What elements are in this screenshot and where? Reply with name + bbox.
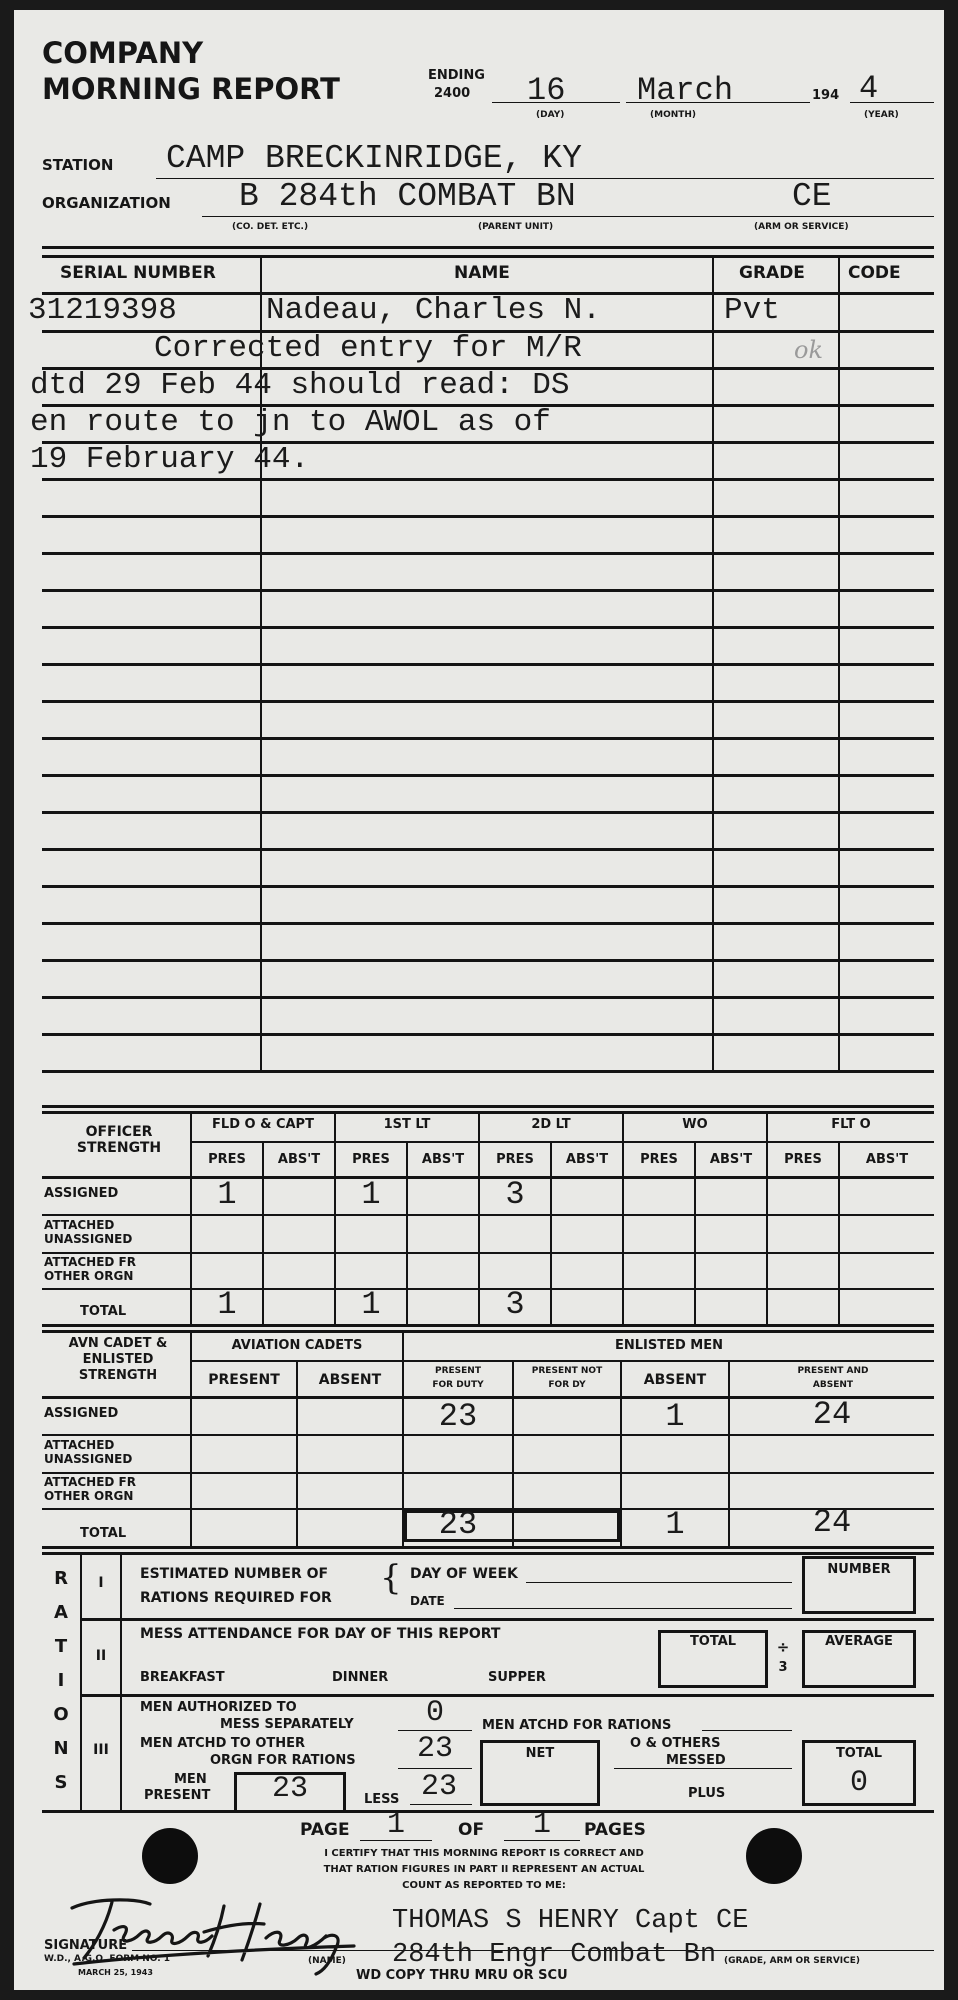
breakfast-label: BREAKFAST (140, 1670, 225, 1685)
remark-line-2: dtd 29 Feb 44 should read: DS (30, 368, 570, 403)
col-cadet-present: PRESENT (208, 1372, 280, 1388)
side-letter-r: R (54, 1568, 68, 1589)
off-assigned-1lt-pres: 1 (361, 1176, 381, 1213)
dinner-label: DINNER (332, 1670, 389, 1685)
organization-value: B 284th COMBAT BN (239, 178, 576, 215)
col-enlisted-absent: ABSENT (643, 1372, 707, 1388)
aviation-cadets-header: AVIATION CADETS (231, 1338, 363, 1353)
number-label: NUMBER (827, 1562, 891, 1577)
off-row-attached-fr-other: ATTACHED FR OTHER ORGN (44, 1255, 136, 1283)
side-letter-n: N (53, 1738, 69, 1759)
wd-copy-note: WD COPY THRU MRU OR SCU (356, 1968, 568, 1983)
rations-total-label: TOTAL (835, 1746, 883, 1761)
binder-hole-left (142, 1828, 198, 1884)
brace-icon: { (380, 1558, 402, 1598)
men-authorized-line1: MEN AUTHORIZED TO (140, 1700, 297, 1715)
grp-1st-lt: 1ST LT (383, 1117, 431, 1132)
form-date: MARCH 25, 1943 (78, 1968, 153, 1977)
part-i-label: I (98, 1575, 104, 1591)
supper-label: SUPPER (488, 1670, 546, 1685)
off-total-2lt-pres: 3 (505, 1286, 525, 1323)
binder-hole-right (746, 1828, 802, 1884)
enl-assigned-present-duty: 23 (438, 1398, 478, 1435)
day-caption: (DAY) (536, 110, 565, 120)
estimated-line1: ESTIMATED NUMBER OF (140, 1566, 329, 1582)
enl-row-attached-unassigned: ATTACHED UNASSIGNED (44, 1438, 133, 1466)
pages-label: PAGES (584, 1820, 646, 1840)
morning-report-form (14, 10, 944, 1990)
ending-label: ENDING (428, 68, 485, 83)
sub-pres: PRES (640, 1152, 678, 1167)
form-title-line1: COMPANY (42, 36, 204, 70)
enl-assigned-absent: 1 (665, 1398, 685, 1435)
col-present-for-duty: PRESENT FOR DUTY (432, 1366, 484, 1390)
side-letter-t: T (54, 1636, 68, 1657)
messed-label: MESSED (666, 1753, 726, 1768)
enl-assigned-present-absent: 24 (812, 1396, 852, 1433)
report-month: March (637, 72, 734, 109)
grp-fld-capt: FLD O & CAPT (212, 1117, 314, 1132)
page-number: 1 (386, 1808, 405, 1842)
ending-time: 2400 (434, 86, 471, 101)
part-ii-label: II (95, 1648, 107, 1664)
off-row-total: TOTAL (80, 1304, 127, 1319)
date-label: DATE (410, 1594, 445, 1608)
sub-pres: PRES (496, 1152, 534, 1167)
enlisted-men-header: ENLISTED MEN (614, 1338, 723, 1353)
sub-abst: ABS'T (421, 1152, 465, 1167)
year-caption: (YEAR) (864, 110, 899, 120)
estimated-line2: RATIONS REQUIRED FOR (140, 1590, 332, 1606)
form-number: W.D., A.G.O. FORM NO. 1 (44, 1954, 171, 1964)
org-caption: (CO. DET. ETC.) (232, 222, 309, 232)
sub-pres: PRES (208, 1152, 246, 1167)
divide-icon: ÷ (776, 1638, 790, 1656)
off-row-attached-unassigned: ATTACHED UNASSIGNED (44, 1218, 133, 1246)
enl-row-assigned: ASSIGNED (44, 1406, 119, 1421)
grp-flt-o: FLT O (831, 1117, 871, 1132)
sub-abst: ABS'T (565, 1152, 609, 1167)
station-label: STATION (42, 156, 114, 174)
sub-pres: PRES (784, 1152, 822, 1167)
col-serial-number: SERIAL NUMBER (60, 263, 216, 283)
side-letter-s: S (54, 1772, 68, 1793)
arm-value: CE (792, 178, 832, 215)
plus-label: PLUS (688, 1786, 726, 1801)
o-others-label: O & OTHERS (630, 1736, 721, 1751)
sub-abst: ABS'T (277, 1152, 321, 1167)
signer-name: THOMAS S HENRY Capt CE (392, 1906, 749, 1936)
off-total-fld-pres: 1 (217, 1286, 237, 1323)
form-title-line2: MORNING REPORT (42, 72, 340, 106)
enl-row-attached-fr-other: ATTACHED FR OTHER ORGN (44, 1475, 136, 1503)
entry-grade: Pvt (724, 293, 780, 328)
remark-line-3: en route to jn to AWOL as of (30, 405, 551, 440)
col-name: NAME (454, 263, 510, 283)
side-letter-i: I (57, 1670, 65, 1691)
organization-label: ORGANIZATION (42, 194, 171, 212)
station-value: CAMP BRECKINRIDGE, KY (166, 140, 582, 177)
name-caption: (NAME) (308, 1956, 346, 1966)
enl-total-absent: 1 (665, 1506, 685, 1543)
col-present-not-for-dy: PRESENT NOT FOR DY (531, 1366, 603, 1390)
officer-strength-label: OFFICER STRENGTH (76, 1124, 162, 1156)
col-code: CODE (848, 263, 901, 283)
rations-total-value: 0 (849, 1766, 868, 1800)
men-atchd-other-value: 23 (416, 1732, 453, 1766)
divide-by-three: 3 (778, 1660, 788, 1675)
arm-caption: (ARM OR SERVICE) (754, 222, 849, 232)
year-prefix: 194 (812, 88, 840, 103)
men-present-value: 23 (271, 1772, 308, 1806)
col-grade: GRADE (739, 263, 805, 283)
page-label: PAGE (300, 1820, 350, 1840)
parent-caption: (PARENT UNIT) (478, 222, 554, 232)
average-label: AVERAGE (825, 1634, 893, 1649)
report-day: 16 (527, 72, 566, 109)
entry-serial: 31219398 (28, 293, 177, 328)
men-atchd-other-line1: MEN ATCHD TO OTHER (140, 1736, 306, 1751)
enlisted-strength-label: AVN CADET & ENLISTED STRENGTH (68, 1336, 168, 1383)
remark-line-4: 19 February 44. (30, 442, 310, 477)
of-label: OF (458, 1820, 485, 1840)
col-cadet-absent: ABSENT (318, 1372, 382, 1388)
rations-side-letters (44, 1562, 78, 1800)
side-letter-a: A (54, 1602, 68, 1623)
service-caption: (GRADE, ARM OR SERVICE) (724, 1956, 861, 1966)
men-present-line2: PRESENT (144, 1788, 211, 1803)
men-authorized-line2: MESS SEPARATELY (220, 1717, 354, 1732)
signature-label: SIGNATURE (44, 1938, 128, 1953)
grp-2d-lt: 2D LT (531, 1117, 571, 1132)
men-atchd-other-line2: ORGN FOR RATIONS (210, 1753, 356, 1768)
certify-line3: COUNT AS REPORTED TO ME: (402, 1880, 566, 1891)
off-total-1lt-pres: 1 (361, 1286, 381, 1323)
signer-unit: 284th Engr Combat Bn (392, 1940, 717, 1970)
attendance-total-label: TOTAL (689, 1634, 737, 1649)
men-atchd-rations-label: MEN ATCHD FOR RATIONS (482, 1718, 672, 1733)
sub-pres: PRES (352, 1152, 390, 1167)
men-present-line1: MEN (174, 1772, 207, 1787)
page-count: 1 (532, 1808, 551, 1842)
day-of-week-label: DAY OF WEEK (410, 1566, 518, 1582)
remark-line-1: Corrected entry for M/R (154, 331, 582, 366)
off-row-assigned: ASSIGNED (44, 1186, 119, 1201)
less-value: 23 (420, 1770, 457, 1804)
enl-row-total: TOTAL (80, 1526, 127, 1541)
enl-total-present-absent: 24 (812, 1504, 852, 1541)
certify-line1: I CERTIFY THAT THIS MORNING REPORT IS CORRECT AND (324, 1848, 644, 1859)
certify-line2: THAT RATION FIGURES IN PART II REPRESENT AN ACTUAL (323, 1864, 645, 1875)
less-label: LESS (364, 1792, 400, 1807)
side-letter-o: O (53, 1704, 69, 1725)
grp-wo: WO (682, 1117, 708, 1132)
enl-total-present-duty: 23 (438, 1506, 478, 1543)
mess-attendance-label: MESS ATTENDANCE FOR DAY OF THIS REPORT (140, 1626, 501, 1642)
entry-name: Nadeau, Charles N. (266, 293, 601, 328)
col-present-and-absent: PRESENT AND ABSENT (797, 1366, 869, 1390)
sub-abst: ABS'T (865, 1152, 909, 1167)
men-authorized-value: 0 (425, 1696, 444, 1730)
report-year-digit: 4 (859, 70, 879, 107)
off-assigned-2lt-pres: 3 (505, 1176, 525, 1213)
month-caption: (MONTH) (650, 110, 697, 120)
margin-note-ok: ok (794, 336, 823, 364)
net-label: NET (525, 1746, 555, 1761)
off-assigned-fld-pres: 1 (217, 1176, 237, 1213)
part-iii-label: III (93, 1742, 109, 1758)
sub-abst: ABS'T (709, 1152, 753, 1167)
